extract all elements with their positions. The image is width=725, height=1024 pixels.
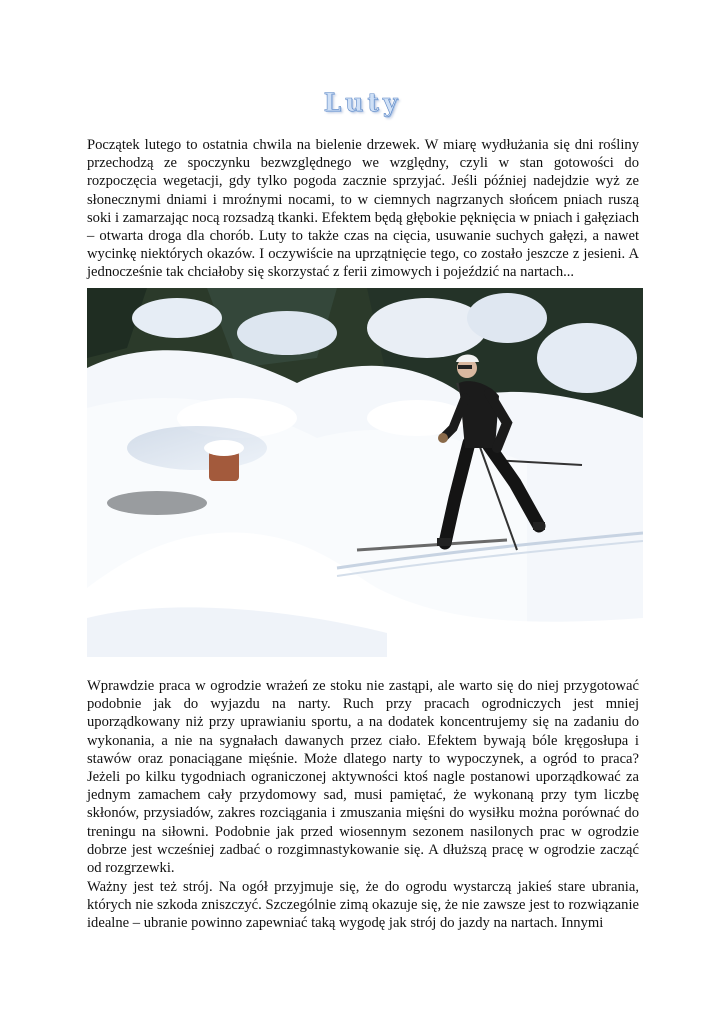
paragraph-exercise: Wprawdzie praca w ogrodzie wrażeń ze stoku nie zastąpi, ale warto się do niej przygotować podobnie jak do wyjazdu na narty. Ruch przy pracach ogrodniczych jest mniej uporządkowany niż przy uprawianiu sportu, a na dodatek koncentrujemy się na zadaniu do wykonania, a nie na sygnałach dawanych przez ciało. Efektem bywają bóle kręgosłupa i stawów oraz ponaciągane mięśnie. Może dlatego narty to wypoczynek, a ogród to praca? Jeżeli po kilku tygodniach ograniczonej aktywności ktoś nagle postanowi uporządkować za jednym zamachem cały przydomowy sad, musi pamiętać, że wykonaną przy tym liczbę skłonów, przysiadów, zakres rozciągania i zmuszania mięśni do wysiłku można porównać do treningu na siłowni. Podobnie jak przed wiosennym sezonem nasilonych prac w ogrodzie dobrze jest wcześniej zadbać o rozgimnastykowanie się. A dłuższą pracę w ogrodzie zacząć od rozgrzewki. [87,678,639,877]
paragraph-intro: Początek lutego to ostatnia chwila na bielenie drzewek. W miarę wydłużania się dni rośliny przechodzą ze spoczynku bezwzględnego we względny, czyli w stan gotowości do rozpoczęcia wegetacji, gdy tylko pogoda zacznie sprzyjać. Jeśli później nadejdzie wyż ze słonecznymi dniami i mroźnymi nocami, to w ciemnych nagrzanych słońcem pniach ruszą soki i zamarzając nocą rozsadzą tkanki. Efektem będą głębokie pęknięcia w pniach i gałęziach – otwarta droga dla chorób. Luty to także czas na cięcia, usuwanie suchych gałęzi, a nawet wycinkę niektórych okazów. I oczywiście na uprzątnięcie tego, co zostało jeszcze z jesieni. A jednocześnie tak chciałoby się skorzystać z ferii zimowych i pojeździć na nartach... [87,137,639,281]
cross-country-skier-photo [87,288,643,657]
paragraph-clothing: Ważny jest też strój. Na ogół przyjmuje się, że do ogrodu wystarczą jakieś stare ubrania, których nie szkoda zniszczyć. Szczególnie zimą okazuje się, że nie zawsze jest to rozwiązanie idealne – ubranie powinno zapewniać taką wygodę jak strój do jazdy na nartach. Innymi [87,879,639,932]
page-title: Luty [323,88,402,117]
